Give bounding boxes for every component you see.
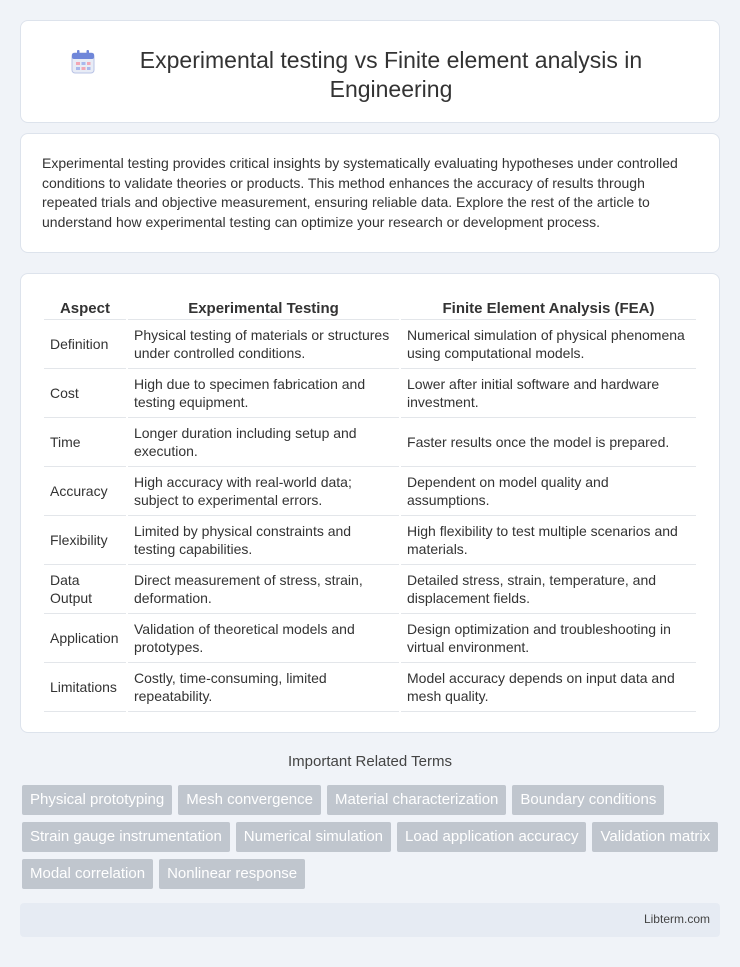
footer-site-link[interactable]: Libterm.com xyxy=(643,912,710,926)
intro-paragraph: Experimental testing provides critical insights by systematically evaluating hypotheses under controlled conditions to validate theories or products. This method enhances the accuracy of results through repeated trials and objective measurement, ensuring reliable data. Explore the rest of the article to understand how experimental testing can optimize your research or development process. xyxy=(42,155,678,230)
row-experimental-cell: High accuracy with real-world data; subject to experimental errors. xyxy=(128,467,399,516)
row-fea-cell: Dependent on model quality and assumptions. xyxy=(401,467,696,516)
comparison-table-card xyxy=(20,273,720,733)
row-experimental-cell: Limited by physical constraints and testing capabilities. xyxy=(128,516,399,565)
related-term-tag[interactable]: Numerical simulation xyxy=(236,822,391,852)
comparison-table xyxy=(42,294,698,712)
column-header-fea: Finite Element Analysis (FEA) xyxy=(401,294,696,320)
related-term-tag[interactable]: Modal correlation xyxy=(22,859,153,889)
row-aspect-cell: Definition xyxy=(44,320,126,369)
row-aspect-cell: Data Output xyxy=(44,565,126,614)
table-row xyxy=(44,614,696,663)
table-row xyxy=(44,663,696,712)
row-aspect-cell: Accuracy xyxy=(44,467,126,516)
row-aspect-cell: Time xyxy=(44,418,126,467)
row-experimental-cell: Costly, time-consuming, limited repeatability. xyxy=(128,663,399,712)
row-aspect-cell: Limitations xyxy=(44,663,126,712)
row-experimental-cell: Longer duration including setup and execution. xyxy=(128,418,399,467)
table-row xyxy=(44,565,696,614)
column-header-aspect: Aspect xyxy=(44,294,126,320)
related-terms-list xyxy=(22,785,722,889)
related-term-tag[interactable]: Nonlinear response xyxy=(159,859,305,889)
related-term-tag[interactable]: Validation matrix xyxy=(592,822,718,852)
calendar-icon xyxy=(69,48,97,76)
row-fea-cell: Detailed stress, strain, temperature, and displacement fields. xyxy=(401,565,696,614)
related-term-tag[interactable]: Mesh convergence xyxy=(178,785,321,815)
table-row xyxy=(44,418,696,467)
page-title: Experimental testing vs Finite element analysis in Engineering xyxy=(139,47,643,102)
related-term-tag[interactable]: Boundary conditions xyxy=(512,785,664,815)
row-fea-cell: High flexibility to test multiple scenarios and materials. xyxy=(401,516,696,565)
row-fea-cell: Lower after initial software and hardware investment. xyxy=(401,369,696,418)
row-aspect-cell: Application xyxy=(44,614,126,663)
row-experimental-cell: Direct measurement of stress, strain, deformation. xyxy=(128,565,399,614)
table-header-row xyxy=(44,294,696,320)
row-aspect-cell: Flexibility xyxy=(44,516,126,565)
footer xyxy=(20,903,720,937)
row-experimental-cell: Physical testing of materials or structures under controlled conditions. xyxy=(128,320,399,369)
related-terms-heading: Important Related Terms xyxy=(288,753,452,770)
related-term-tag[interactable]: Load application accuracy xyxy=(397,822,586,852)
intro-card xyxy=(20,133,720,253)
row-experimental-cell: High due to specimen fabrication and testing equipment. xyxy=(128,369,399,418)
row-aspect-cell: Cost xyxy=(44,369,126,418)
column-header-experimental: Experimental Testing xyxy=(128,294,399,320)
row-fea-cell: Design optimization and troubleshooting in virtual environment. xyxy=(401,614,696,663)
header-card xyxy=(20,20,720,123)
row-experimental-cell: Validation of theoretical models and prototypes. xyxy=(128,614,399,663)
related-term-tag[interactable]: Strain gauge instrumentation xyxy=(22,822,230,852)
related-term-tag[interactable]: Material characterization xyxy=(327,785,506,815)
related-term-tag[interactable]: Physical prototyping xyxy=(22,785,172,815)
row-fea-cell: Numerical simulation of physical phenomena using computational models. xyxy=(401,320,696,369)
table-row xyxy=(44,320,696,369)
table-row xyxy=(44,369,696,418)
row-fea-cell: Faster results once the model is prepared. xyxy=(401,418,696,467)
table-row xyxy=(44,467,696,516)
row-fea-cell: Model accuracy depends on input data and mesh quality. xyxy=(401,663,696,712)
table-row xyxy=(44,516,696,565)
